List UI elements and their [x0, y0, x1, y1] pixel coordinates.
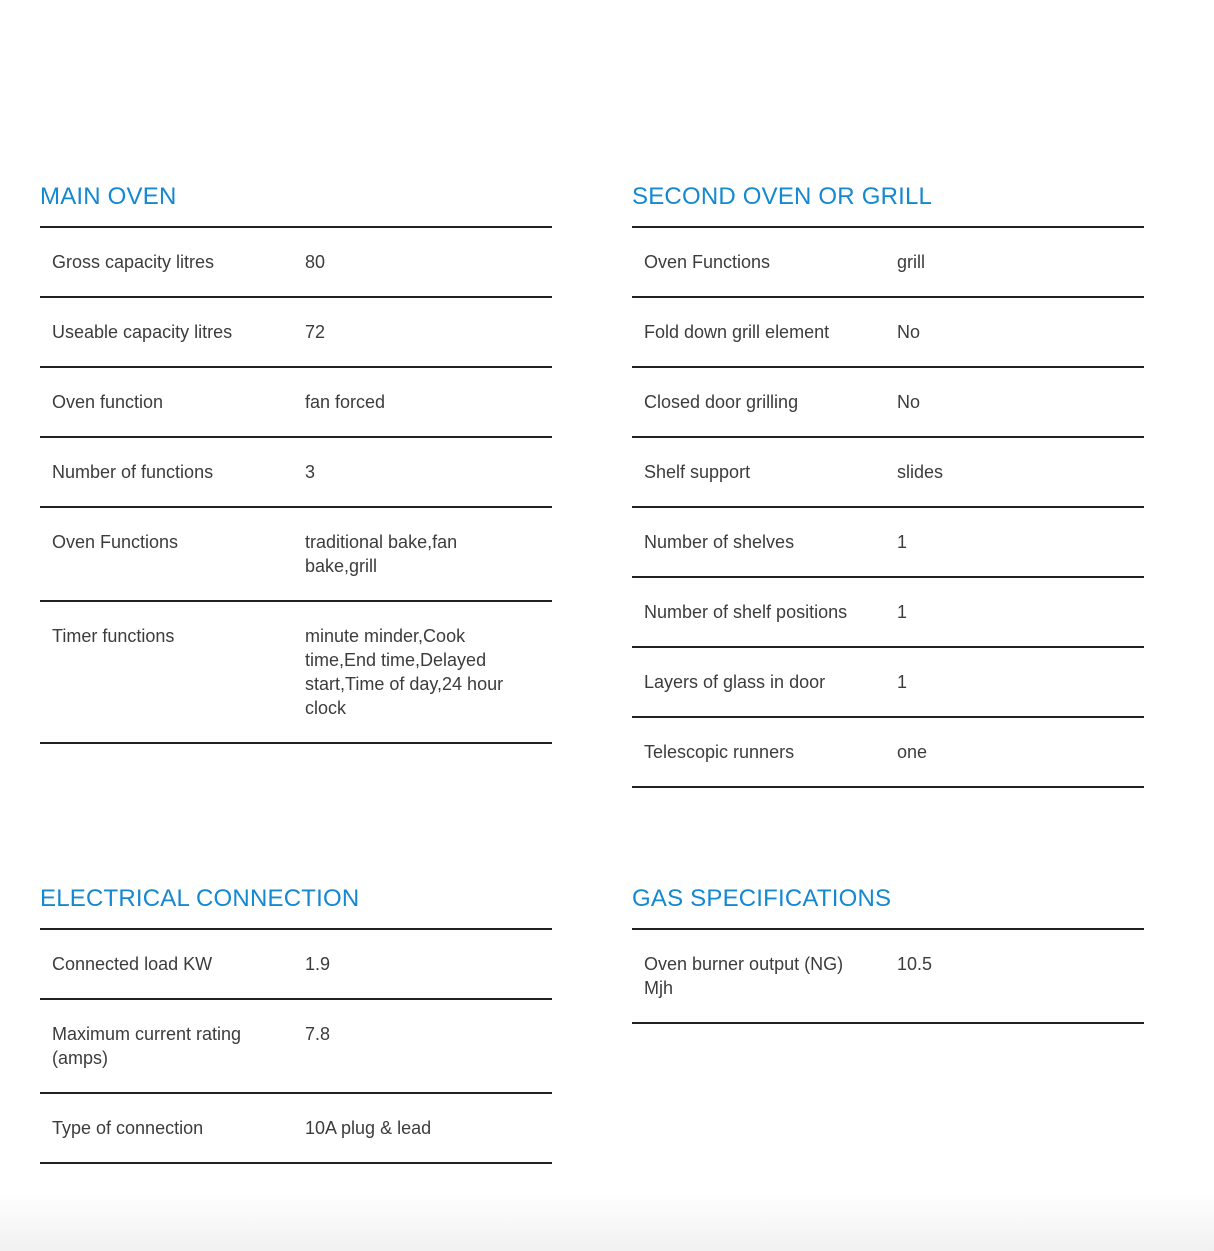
spec-label: Layers of glass in door — [644, 672, 826, 692]
spec-value: No — [897, 322, 921, 342]
spec-label: Oven Functions — [644, 252, 771, 272]
spec-label: Telescopic runners — [644, 742, 795, 762]
spec-label: Oven Functions — [52, 532, 179, 552]
section-title-gas-specifications: GAS SPECIFICATIONS — [632, 885, 892, 912]
spec-label: Oven function — [52, 392, 164, 412]
section-main-oven — [40, 182, 552, 744]
spec-value: slides — [897, 462, 944, 482]
spec-value: traditional bake,fan bake,grill — [305, 532, 458, 576]
spec-row — [40, 930, 552, 1000]
spec-table-second-oven-or-grill — [632, 226, 1144, 788]
spec-value: minute minder,Cook time,End time,Delayed start,Time of day,24 hour clock — [305, 626, 504, 718]
spec-row — [40, 602, 552, 744]
spec-label: Number of functions — [52, 462, 214, 482]
section-gas-specifications — [632, 884, 1144, 1024]
spec-value: 10.5 — [897, 954, 933, 974]
spec-row — [40, 298, 552, 368]
spec-row — [40, 368, 552, 438]
spec-value: No — [897, 392, 921, 412]
spec-label: Maximum current rating (amps) — [52, 1024, 242, 1068]
spec-value: 1 — [897, 602, 908, 622]
spec-table-gas-specifications — [632, 928, 1144, 1024]
section-title-second-oven-or-grill: SECOND OVEN OR GRILL — [632, 183, 933, 210]
spec-row — [632, 718, 1144, 788]
spec-row — [632, 298, 1144, 368]
spec-label: Type of connection — [52, 1118, 204, 1138]
spec-row — [40, 228, 552, 298]
spec-row — [632, 228, 1144, 298]
spec-value: grill — [897, 252, 926, 272]
spec-row — [40, 438, 552, 508]
spec-grid — [40, 182, 1144, 1164]
spec-row — [632, 578, 1144, 648]
spec-value: 3 — [305, 462, 316, 482]
spec-label: Fold down grill element — [644, 322, 830, 342]
spec-label: Gross capacity litres — [52, 252, 215, 272]
spec-value: 80 — [305, 252, 326, 272]
section-second-oven-or-grill — [632, 182, 1144, 788]
spec-label: Number of shelves — [644, 532, 795, 552]
spec-label: Useable capacity litres — [52, 322, 233, 342]
section-title-electrical-connection: ELECTRICAL CONNECTION — [40, 885, 360, 912]
spec-label: Oven burner output (NG) Mjh — [644, 954, 844, 998]
spec-value: 1 — [897, 672, 908, 692]
section-electrical-connection — [40, 884, 552, 1164]
spec-row — [40, 1094, 552, 1164]
page-bottom-fade — [0, 1191, 1214, 1251]
spec-value: 72 — [305, 322, 326, 342]
spec-label: Number of shelf positions — [644, 602, 848, 622]
spec-row — [632, 930, 1144, 1024]
spec-row — [632, 438, 1144, 508]
spec-label: Closed door grilling — [644, 392, 799, 412]
spec-value: 1 — [897, 532, 908, 552]
spec-row — [632, 648, 1144, 718]
spec-value: fan forced — [305, 392, 386, 412]
spec-table-main-oven — [40, 226, 552, 744]
spec-table-electrical-connection — [40, 928, 552, 1164]
spec-label: Shelf support — [644, 462, 751, 482]
spec-row — [40, 508, 552, 602]
spec-value: 10A plug & lead — [305, 1118, 432, 1138]
spec-value: 7.8 — [305, 1024, 331, 1044]
spec-row — [40, 1000, 552, 1094]
spec-row — [632, 508, 1144, 578]
spec-value: 1.9 — [305, 954, 331, 974]
spec-label: Timer functions — [52, 626, 175, 646]
spec-value: one — [897, 742, 928, 762]
section-title-main-oven: MAIN OVEN — [40, 183, 177, 210]
spec-row — [632, 368, 1144, 438]
spec-label: Connected load KW — [52, 954, 213, 974]
